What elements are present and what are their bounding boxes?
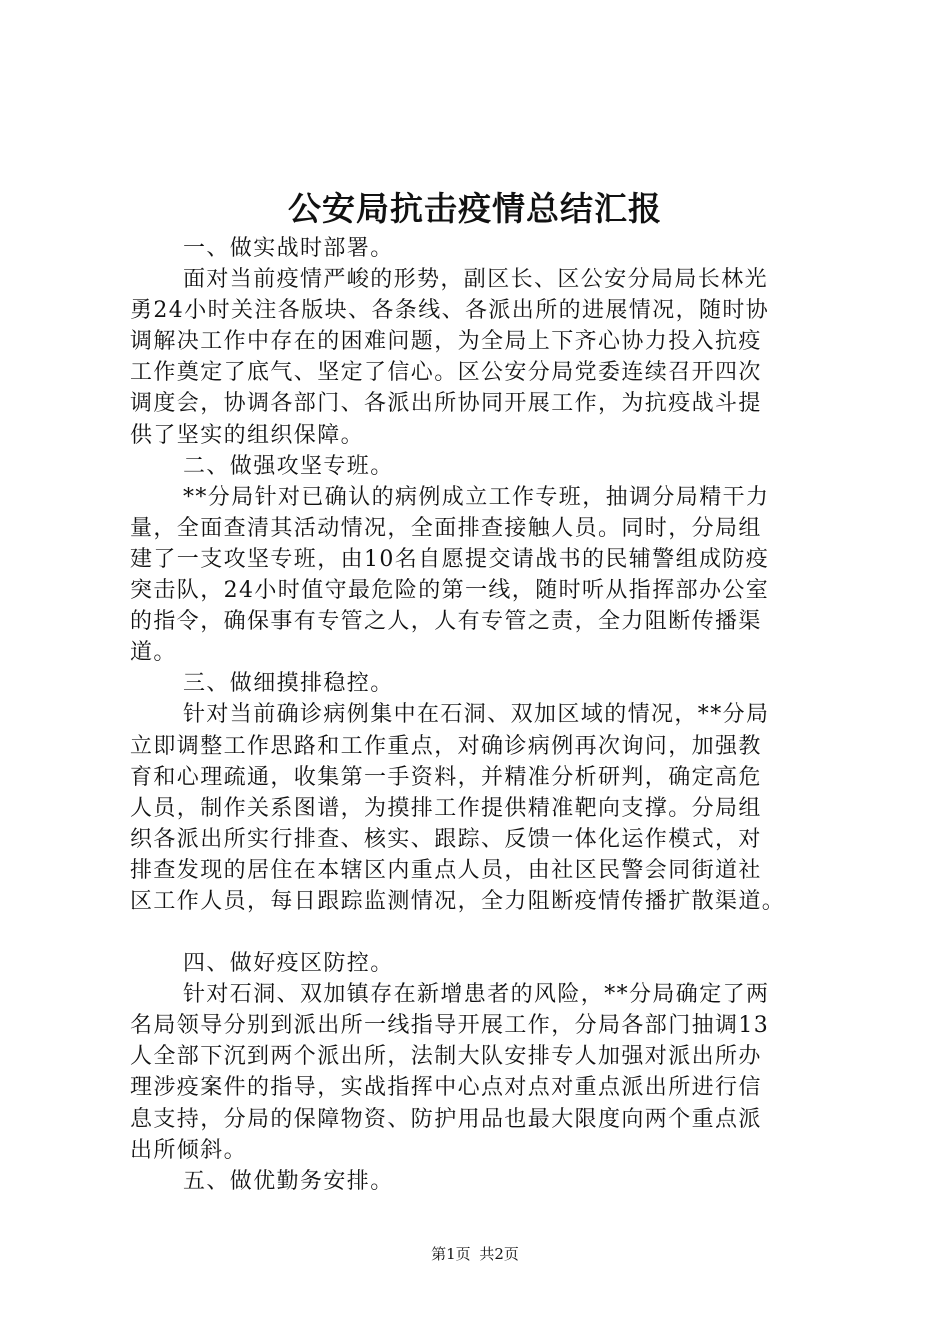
paragraph-line: 道。 [130, 640, 177, 666]
paragraph-line: 织各派出所实行排查、核实、跟踪、反馈一体化运作模式，对 [130, 826, 762, 852]
paragraph-line: 二、做强攻坚专班。 [183, 453, 394, 479]
paragraph-line: **分局针对已确认的病例成立工作专班，抽调分局精干力 [183, 484, 770, 510]
paragraph-line: 突击队，24小时值守最危险的第一线，随时听从指挥部办公室 [130, 578, 770, 604]
paragraph [130, 699, 850, 917]
paragraph-line: 育和心理疏通，收集第一手资料，并精准分析研判，确定高危 [130, 764, 762, 790]
page-footer [0, 1244, 950, 1264]
paragraph [130, 979, 850, 1166]
paragraph [130, 1166, 850, 1197]
document-title: 公安局抗击疫情总结汇报 [288, 189, 662, 228]
paragraph-line: 排查发现的居住在本辖区内重点人员，由社区民警会同街道社 [130, 857, 762, 883]
paragraph-line: 调解决工作中存在的困难问题，为全局上下齐心协力投入抗疫 [130, 329, 762, 355]
paragraph-line: 息支持，分局的保障物资、防护用品也最大限度向两个重点派 [130, 1106, 762, 1132]
paragraph [130, 948, 850, 979]
document-body [130, 233, 850, 1197]
paragraph-line: 区工作人员，每日跟踪监测情况，全力阻断疫情传播扩散渠道。 [130, 888, 786, 914]
paragraph-line: 供了坚实的组织保障。 [130, 422, 365, 448]
paragraph [130, 233, 850, 264]
page-number: 第1页 [431, 1245, 471, 1263]
paragraph-line: 量，全面查清其活动情况，全面排查接触人员。同时，分局组 [130, 515, 762, 541]
paragraph [130, 482, 850, 669]
paragraph-line: 四、做好疫区防控。 [183, 951, 394, 977]
paragraph-line: 出所倾斜。 [130, 1137, 248, 1163]
paragraph-line: 面对当前疫情严峻的形势，副区长、区公安分局局长林光 [183, 267, 769, 293]
paragraph-line: 人全部下沉到两个派出所，法制大队安排专人加强对派出所办 [130, 1044, 762, 1070]
paragraph-line: 调度会，协调各部门、各派出所协同开展工作，为抗疫战斗提 [130, 391, 762, 417]
paragraph [130, 264, 850, 451]
paragraph [130, 451, 850, 482]
paragraph-line: 名局领导分别到派出所一线指导开展工作，分局各部门抽调13 [130, 1013, 770, 1039]
paragraph-line: 三、做细摸排稳控。 [183, 671, 394, 697]
paragraph-line: 人员，制作关系图谱，为摸排工作提供精准靶向支撑。分局组 [130, 795, 762, 821]
paragraph-line: 针对石洞、双加镇存在新增患者的风险，**分局确定了两 [183, 982, 770, 1008]
paragraph-line: 勇24小时关注各版块、各条线、各派出所的进展情况，随时协 [130, 298, 770, 324]
paragraph-line: 一、做实战时部署。 [183, 236, 394, 261]
paragraph-line: 建了一支攻坚专班，由10名自愿提交请战书的民辅警组成防疫 [130, 546, 770, 572]
paragraph-line: 立即调整工作思路和工作重点，对确诊病例再次询问，加强教 [130, 733, 762, 759]
paragraph-line: 理涉疫案件的指导，实战指挥中心点对点对重点派出所进行信 [130, 1075, 762, 1101]
page-total: 共2页 [479, 1245, 519, 1263]
paragraph-line: 针对当前确诊病例集中在石洞、双加区域的情况，**分局 [183, 702, 770, 728]
paragraph-gap [130, 917, 850, 948]
paragraph-line: 的指令，确保事有专管之人，人有专管之责，全力阻断传播渠 [130, 609, 762, 635]
paragraph-line: 五、做优勤务安排。 [183, 1168, 394, 1194]
paragraph [130, 668, 850, 699]
paragraph-line: 工作奠定了底气、坚定了信心。区公安分局党委连续召开四次 [130, 360, 762, 386]
